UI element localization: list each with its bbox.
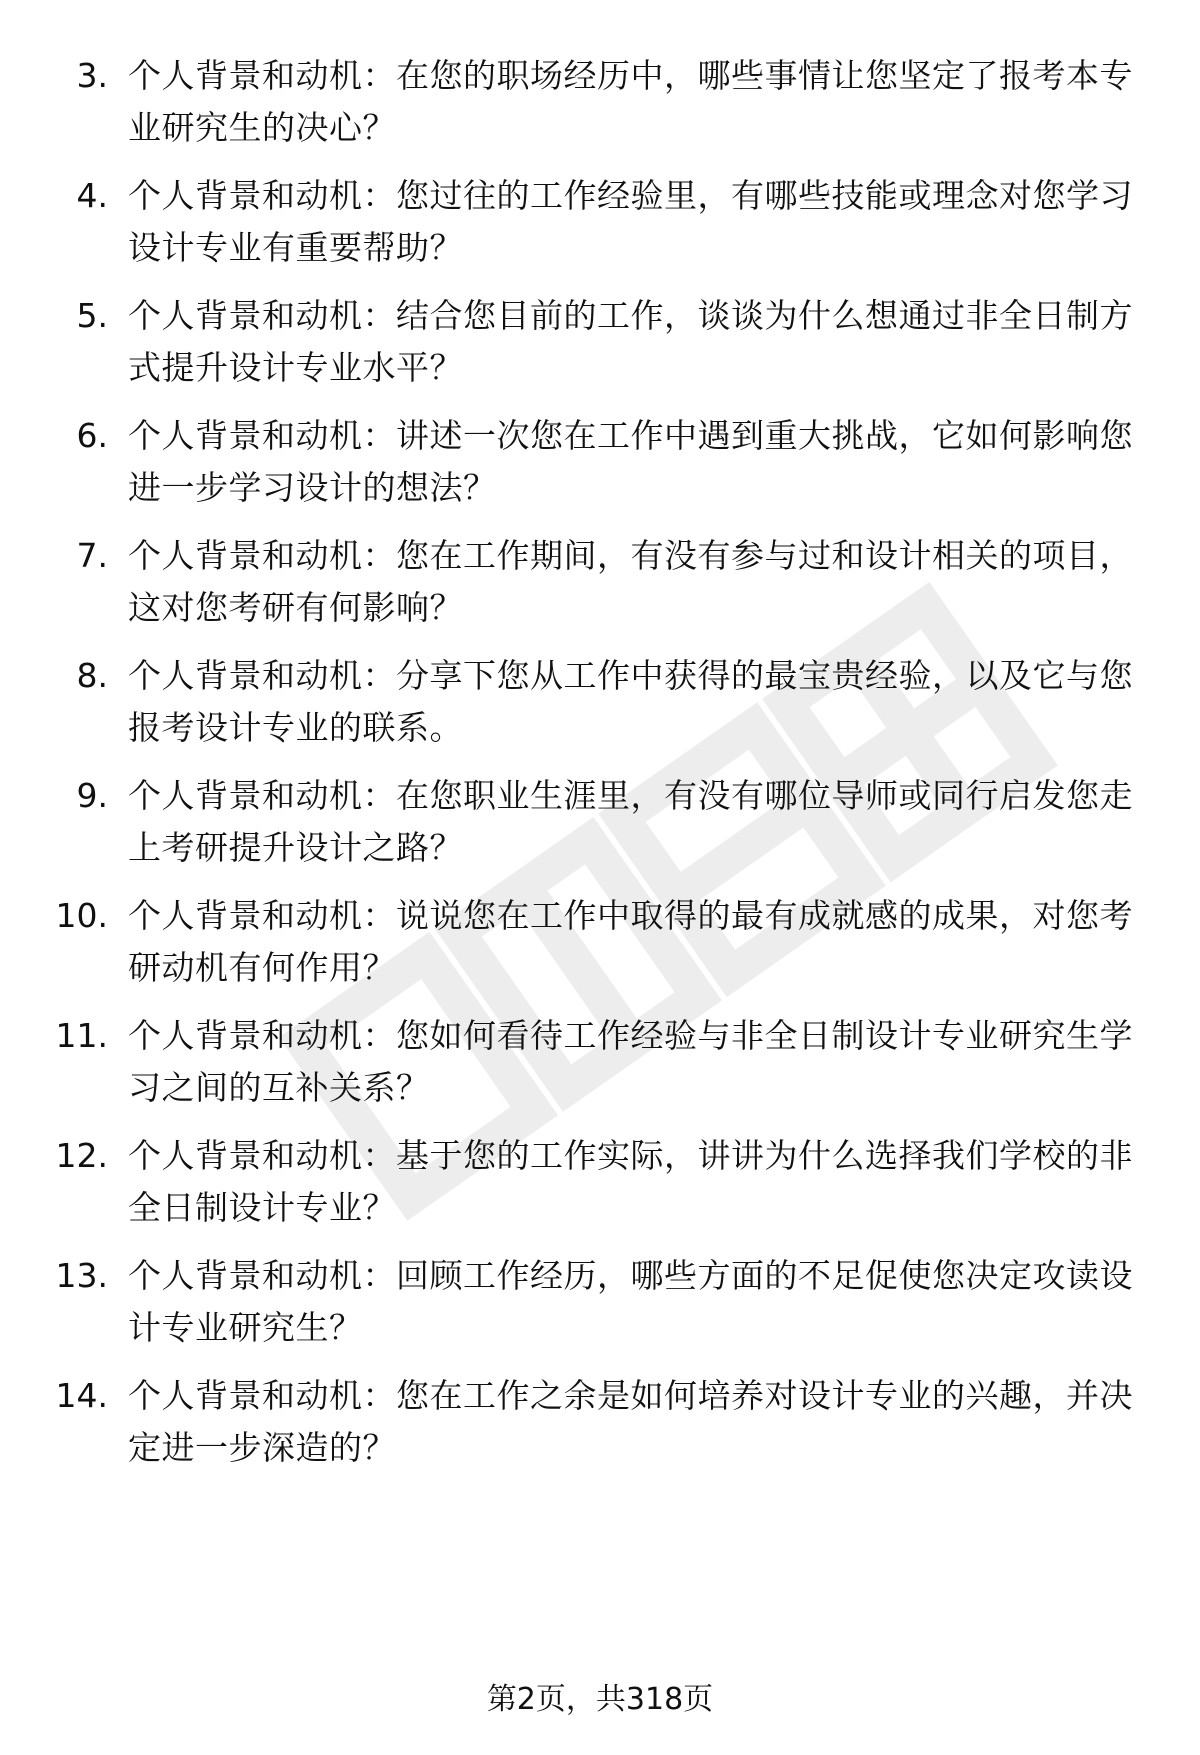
- question-text: 个人背景和动机：在您的职场经历中，哪些事情让您坚定了报考本专业研究生的决心？: [128, 56, 1133, 147]
- question-number: 7.: [76, 536, 108, 575]
- list-item: [0, 1370, 1200, 1480]
- list-item: [0, 1010, 1200, 1120]
- question-text: 个人背景和动机：在您职业生涯里，有没有哪位导师或同行启发您走上考研提升设计之路？: [128, 776, 1133, 867]
- list-item: [0, 770, 1200, 880]
- question-text: 个人背景和动机：您在工作期间，有没有参与过和设计相关的项目，这对您考研有何影响？: [128, 536, 1133, 627]
- question-number: 4.: [76, 176, 108, 215]
- question-number: 9.: [76, 776, 108, 815]
- question-text: 个人背景和动机：说说您在工作中取得的最有成就感的成果，对您考研动机有何作用？: [128, 896, 1133, 987]
- question-number: 14.: [55, 1376, 108, 1415]
- list-item: [0, 410, 1200, 520]
- list-item: [0, 50, 1200, 160]
- question-text: 个人背景和动机：回顾工作经历，哪些方面的不足促使您决定攻读设计专业研究生？: [128, 1256, 1133, 1347]
- question-text: 个人背景和动机：基于您的工作实际，讲讲为什么选择我们学校的非全日制设计专业？: [128, 1136, 1133, 1227]
- question-text: 个人背景和动机：讲述一次您在工作中遇到重大挑战，它如何影响您进一步学习设计的想法？: [128, 416, 1133, 507]
- question-number: 11.: [55, 1016, 108, 1055]
- question-number: 13.: [55, 1256, 108, 1295]
- list-item: [0, 170, 1200, 280]
- page-footer: 第2页，共318页: [486, 1682, 714, 1717]
- question-text: 个人背景和动机：您在工作之余是如何培养对设计专业的兴趣，并决定进一步深造的？: [128, 1376, 1133, 1467]
- question-number: 3.: [76, 56, 108, 95]
- list-item: [0, 290, 1200, 400]
- list-item: [0, 650, 1200, 760]
- question-text: 个人背景和动机：结合您目前的工作，谈谈为什么想通过非全日制方式提升设计专业水平？: [128, 296, 1133, 387]
- question-text: 个人背景和动机：分享下您从工作中获得的最宝贵经验，以及它与您报考设计专业的联系。: [128, 656, 1133, 747]
- question-text: 个人背景和动机：您过往的工作经验里，有哪些技能或理念对您学习设计专业有重要帮助？: [128, 176, 1133, 267]
- question-number: 5.: [76, 296, 108, 335]
- question-number: 10.: [55, 896, 108, 935]
- question-number: 6.: [76, 416, 108, 455]
- question-number: 12.: [55, 1136, 108, 1175]
- list-item: [0, 890, 1200, 1000]
- list-item: [0, 530, 1200, 640]
- question-text: 个人背景和动机：您如何看待工作经验与非全日制设计专业研究生学习之间的互补关系？: [128, 1016, 1133, 1107]
- question-number: 8.: [76, 656, 108, 695]
- list-item: [0, 1130, 1200, 1240]
- list-item: [0, 1250, 1200, 1360]
